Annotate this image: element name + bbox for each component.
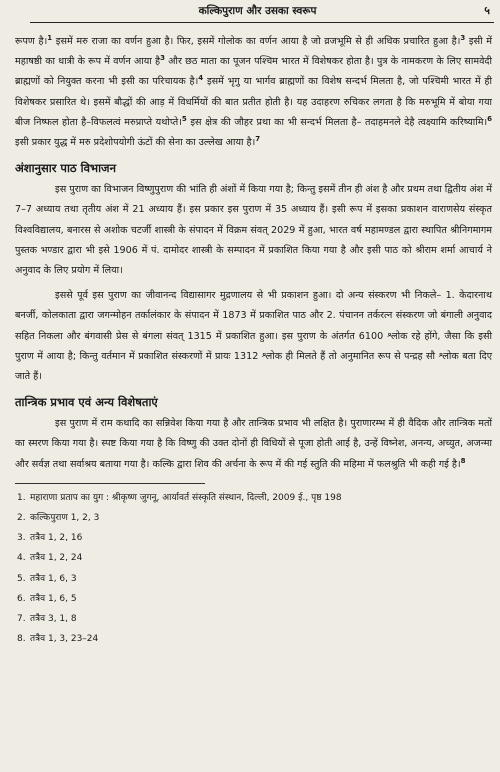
running-title: कल्किपुराण और उसका स्वरूप [198, 5, 317, 17]
footnote-ref: 8 [460, 456, 466, 465]
header-rule [30, 22, 494, 23]
footnote-rule [15, 483, 205, 484]
footnote-ref: 6 [487, 114, 492, 123]
section2-paragraph-1: इस पुराण में राम कथादि का सन्निवेश किया गया है और तान्त्रिक प्रभाव भी लक्षित है। पुराणारम्भ में ही वैदिक और तान्त्रिक मतों का स्मरण किया गया है। स्पष्ट किया गया है कि विष्णु की उक्त दोनों ही विधियों से पूजा होती आई है, उन्हें विष्नेश, अनन्य, अच्युत, अजन्मा और सर्वज्ञ तथा सर्वाश्रय बताया गया है। कल्कि द्वारा शिव की अर्चना के रूप में की गई स्तुति की महिमा में फलश्रुति भी कही गई है।$^8$ [15, 418, 492, 470]
footnote-item: 3. तत्रैव 1, 2, 16 [17, 533, 83, 544]
footnote-ref: 3 [160, 54, 165, 63]
section1-paragraph-2: इससे पूर्व इस पुराण का जीवानन्द विद्यासागर मुद्रणालय से भी प्रकाशन हुआ। दो अन्य संस्करण भी निकले– 1. केदारनाथ बनर्जी, कोलकाता द्वारा जगन्मोहन तर्कालंकार के संपादन में 1873 में प्रकाशित पाठ और 2. पंचानन तर्करत्न संस्करण जो बंगाली अनुवाद सहित निकला और बंगवासी प्रेस से बंगला संवत् 1315 में प्रकाशित हुआ। इस पुराण के अंतर्गत 6100 श्लोक रहे होंगे, जैसा कि इसी पुराण में आया है; किन्तु वर्तमान में प्रकाशित संस्करणों में प्रायः 1312 श्लोक ही मिलते हैं तो अनुमानित रूप से पन्द्रह सौ श्लोक बता दिए जाते हैं। [15, 290, 492, 383]
section-heading-text-division: अंशानुसार पाठ विभाजन [15, 161, 116, 176]
footnote-item: 1. महाराणा प्रताप का युग : श्रीकृष्ण जुगनू, आर्यावर्त संस्कृति संस्थान, दिल्ली, 2009 ई., पृष्ठ 198 [17, 492, 342, 503]
page-header [15, 0, 500, 32]
intro-paragraph: रूपण है।$^1$ इसमें मरु राजा का वर्णन हुआ है। फिर, इसमें गोलोक का वर्णन आया है जो व्रजभूमि से ही अधिक प्रचारित हुआ है।$^3$ इसी में महाषष्ठी का धात्री के रूप में वर्णन आया है$^3$ और छठ माता का पूजन पश्चिम भारत में विशेषकर होता है। पुत्र के नामकरण के लिए सामवेदी ब्राह्मणों को नियुक्त करना भी इसी का परिचायक है।$^4$ इसमें भृगु या भार्गव ब्राह्मणों का विशेष सन्दर्भ मिलता है, जो पश्चिमी भारत में ही विशेषकर प्रसारित थे। इसमें बौद्धों की आड़ में विधर्मियों की बात प्रतीत होती है। यह उदाहरण रुचिकर लगता है कि मरुभूमि में बोया गया बीज निष्फल होता है–विफलत्वं मरुप्राप्ते यथोप्ते।$^5$ इस क्षेत्र की जौहर प्रथा का भी सन्दर्भ मिलता है– तदाहमनले देहै त्वक्ष्यामि करिष्यामि।$^6$ इसी प्रकार युद्ध में मरु प्रदेशोपयोगी ऊंटों की सेना का उल्लेख आया है।$^7$ [15, 33, 493, 149]
footnote-item: 2. कल्किपुराण 1, 2, 3 [17, 513, 100, 524]
section-heading-tantric-influence: तान्त्रिक प्रभाव एवं अन्य विशेषताएं [15, 395, 158, 410]
footnote-ref: 3 [460, 33, 466, 42]
footnote-ref: 4 [198, 74, 204, 83]
footnote-item: 6. तत्रैव 1, 6, 5 [17, 593, 77, 604]
footnote-ref: 5 [181, 114, 187, 123]
footnote-list [15, 488, 492, 650]
section1-paragraph-1: इस पुराण का विभाजन विष्णुपुराण की भांति ही अंशों में किया गया है; किन्तु इसमें तीन ही अंश है और प्रथम तथा द्वितीय अंश में 7–7 अध्याय तथा तृतीय अंश में 21 अध्याय हैं। इस प्रकार इस पुराण में 35 अध्याय हैं। इसी रूप में इसका प्रकाशन वाराणसेय संस्कृत विश्वविद्यालय, बनारस से अशोक चटर्जी शास्त्री के संपादन में विक्रम संवत् 2029 में हुआ, भारत वर्ष महामण्डल द्वारा स्थापित श्रीनिगमागम पुस्तक भण्डार द्वारा भी इसे 1906 में पं. दामोदर शास्त्री के सम्पादन में प्रकाशित किया गया है और इसी पाठ को श्रीराम शर्मा आचार्य ने अनुवाद के लिए प्रयोग में लिया। [15, 184, 492, 277]
page-number: ५ [484, 4, 490, 17]
footnote-item: 5. तत्रैव 1, 6, 3 [17, 573, 77, 584]
footnote-item: 8. तत्रैव 1, 3, 23–24 [17, 634, 99, 645]
footnote-ref: 1 [47, 33, 53, 42]
page-body [15, 32, 500, 649]
footnote-item: 4. तत्रैव 1, 2, 24 [17, 553, 83, 564]
footnote-item: 7. तत्रैव 3, 1, 8 [17, 614, 77, 625]
footnote-ref: 7 [255, 134, 261, 143]
